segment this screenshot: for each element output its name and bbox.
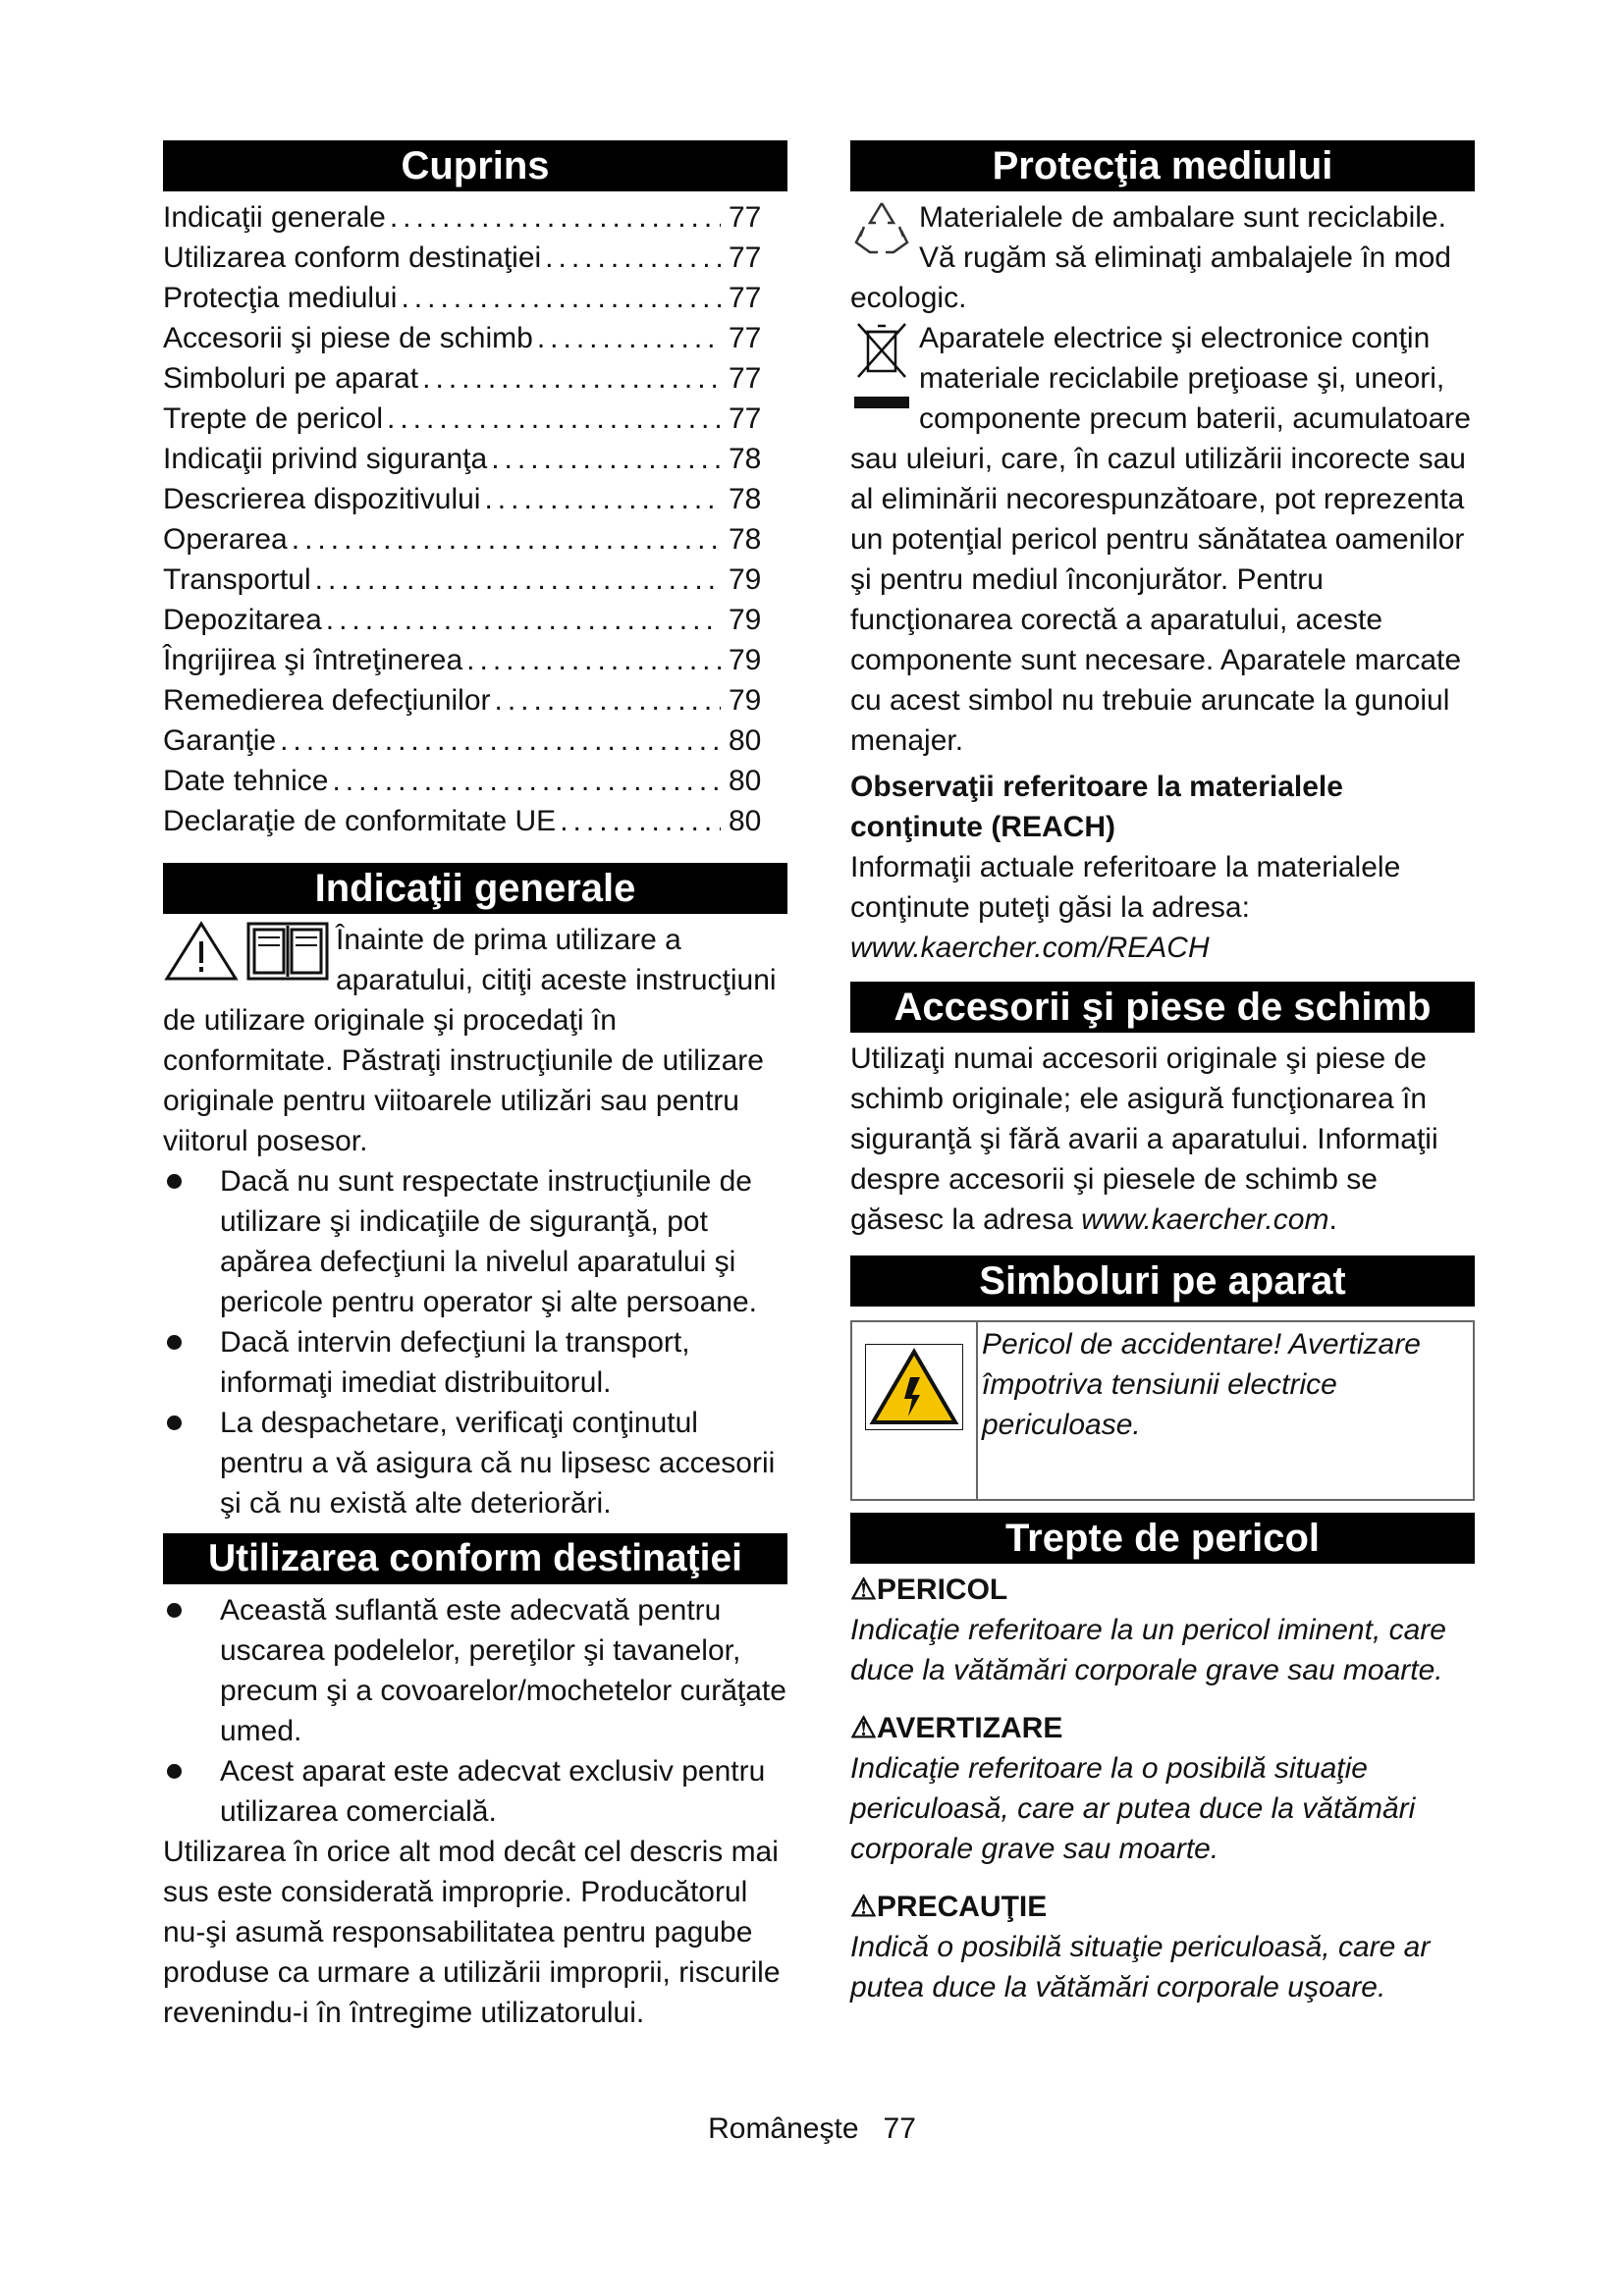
list-item: Această suflantă este adecvată pentru uscarea podelelor, pereţilor şi tavanelor, precum şi a covoarelor/mochetelor curăţate umed. <box>163 1590 787 1751</box>
warning-triangle-icon <box>163 920 240 993</box>
intended-use-heading: Utilizarea conform destinaţiei <box>163 1533 787 1584</box>
toc-item[interactable]: Trepte de pericol ..... 77 <box>163 399 787 439</box>
recycle-icon <box>850 197 913 269</box>
electric-hazard-icon <box>865 1344 963 1435</box>
warning-small-icon: ⚠ <box>850 1891 877 1923</box>
danger-levels-heading: Trepte de pericol <box>850 1513 1475 1564</box>
toc-item[interactable]: Transportul ..... 79 <box>163 560 787 600</box>
accessories-paragraph: Utilizaţi numai accesorii originale şi piese de schimb originale; ele asigură funcţionarea în siguranţă şi fără avarii a aparatului. Informaţii despre accesorii şi piesele de schimb se găsesc la adresa www.kaercher.com. <box>850 1042 1438 1236</box>
toc-item[interactable]: Garanţie ..... 80 <box>163 721 787 761</box>
toc-item[interactable]: Depozitarea ..... 79 <box>163 600 787 640</box>
toc-list <box>163 197 787 841</box>
kaercher-link[interactable]: www.kaercher.com <box>1081 1203 1329 1236</box>
danger-level <box>850 1570 1475 1690</box>
warning-level <box>850 1708 1475 1869</box>
page-number: 77 <box>883 2112 916 2145</box>
symbol-cell <box>852 1322 978 1499</box>
left-column <box>163 140 787 2033</box>
danger-text: Indicaţie referitoare la un pericol iminent, care duce la vătămări corporale grave sau moarte. <box>850 1614 1446 1686</box>
recycle-paragraph: Materialele de ambalare sunt reciclabile. Vă rugăm să eliminaţi ambalajele în mod ecologic. <box>850 197 1475 318</box>
general-bullets <box>163 1161 787 1523</box>
list-item: Dacă nu sunt respectate instrucţiunile de utilizare şi indicaţiile de siguranţă, pot apărea defecţiuni la nivelul aparatului şi pericole pentru operator şi alte persoane. <box>163 1161 787 1322</box>
toc-item[interactable]: Îngrijirea şi întreţinerea ..... 79 <box>163 640 787 680</box>
list-item: Dacă intervin defecţiuni la transport, informaţi imediat distribuitorul. <box>163 1322 787 1403</box>
toc-item[interactable]: Date tehnice ..... 80 <box>163 761 787 801</box>
warning-label: AVERTIZARE <box>876 1712 1063 1744</box>
reach-link[interactable]: www.kaercher.com/REACH <box>850 932 1210 964</box>
warning-small-icon: ⚠ <box>850 1574 877 1606</box>
toc-item[interactable]: Protecţia mediului ..... 77 <box>163 278 787 318</box>
list-item: La despachetare, verificaţi conţinutul pentru a vă asigura că nu lipsesc accesorii şi că nu există alte deteriorări. <box>163 1403 787 1523</box>
accessories-heading: Accesorii şi piese de schimb <box>850 982 1475 1033</box>
toc-item[interactable]: Descrierea dispozitivului ..... 78 <box>163 479 787 519</box>
reach-heading: Observaţii referitoare la materialele conţinute (REACH) <box>850 771 1343 843</box>
general-intro: Înainte de prima utilizare a aparatului, citiţi aceste instrucţiuni de utilizare originale şi procedaţi în conformitate. Păstraţi instrucţiunile de utilizare originale pentru viitoarele utilizări sau pentru viitorul posesor. <box>163 920 787 1161</box>
caution-text: Indică o posibilă situaţie periculoasă, care ar putea duce la vătămări corporale uşoare. <box>850 1931 1431 2003</box>
page-footer <box>0 2112 1624 2146</box>
intended-use-text: Utilizarea în orice alt mod decât cel descris mai sus este considerată improprie. Producătorul nu-şi asumă responsabilitatea pentru pagube produse ca urmare a utilizării improprii, riscurile revenindu-i în întregime utilizatorului. <box>163 1836 781 2029</box>
toc-item[interactable]: Utilizarea conform destinaţiei ..... 77 <box>163 238 787 278</box>
toc-item[interactable]: Simboluri pe aparat ..... 77 <box>163 358 787 399</box>
right-column <box>850 140 1475 2007</box>
footer-language: Româneşte <box>708 2112 859 2145</box>
intended-use-bullets <box>163 1590 787 1832</box>
caution-level <box>850 1887 1475 2007</box>
weee-paragraph: Aparatele electrice şi electronice conţin materiale reciclabile preţioase şi, uneori, componente precum baterii, acumulatoare sau uleiuri, care, în cazul utilizării incorecte sau al eliminării necorespunzătoare, pot reprezenta un potenţial pericol pentru sănătatea oamenilor şi pentru mediul înconjurător. Pentru funcţionarea corectă a aparatului, aceste componente sunt necesare. Aparatele marcate cu acest simbol nu trebuie aruncate la gunoiul menajer. <box>850 318 1475 761</box>
toc-item[interactable]: Indicaţii generale ..... 77 <box>163 197 787 238</box>
toc-item[interactable]: Accesorii şi piese de schimb ..... 77 <box>163 318 787 358</box>
symbol-description: Pericol de accidentare! Avertizare împotriva tensiunii electrice periculoase. <box>982 1328 1421 1441</box>
toc-item[interactable]: Declaraţie de conformitate UE ..... 80 <box>163 801 787 841</box>
manual-book-icon <box>245 920 330 993</box>
caution-label: PRECAUŢIE <box>876 1891 1048 1923</box>
environment-heading: Protecţia mediului <box>850 140 1475 191</box>
toc-item[interactable]: Remedierea defecţiunilor ..... 79 <box>163 680 787 721</box>
toc-item[interactable]: Operarea ..... 78 <box>163 519 787 560</box>
symbols-table <box>850 1320 1475 1501</box>
warning-text: Indicaţie referitoare la o posibilă situaţie periculoasă, care ar putea duce la vătămări corporale grave sau moarte. <box>850 1752 1416 1865</box>
list-item: Acest aparat este adecvat exclusiv pentru utilizarea comercială. <box>163 1751 787 1832</box>
crossed-bin-icon <box>850 318 913 423</box>
general-heading: Indicaţii generale <box>163 863 787 914</box>
warning-small-icon: ⚠ <box>850 1712 877 1744</box>
toc-heading: Cuprins <box>163 140 787 191</box>
symbols-heading: Simboluri pe aparat <box>850 1255 1475 1307</box>
toc-item[interactable]: Indicaţii privind siguranţa ..... 78 <box>163 439 787 479</box>
reach-paragraph: Informaţii actuale referitoare la materialele conţinute puteţi găsi la adresa: www.kaercher.com/REACH <box>850 851 1401 964</box>
danger-label: PERICOL <box>876 1574 1008 1606</box>
